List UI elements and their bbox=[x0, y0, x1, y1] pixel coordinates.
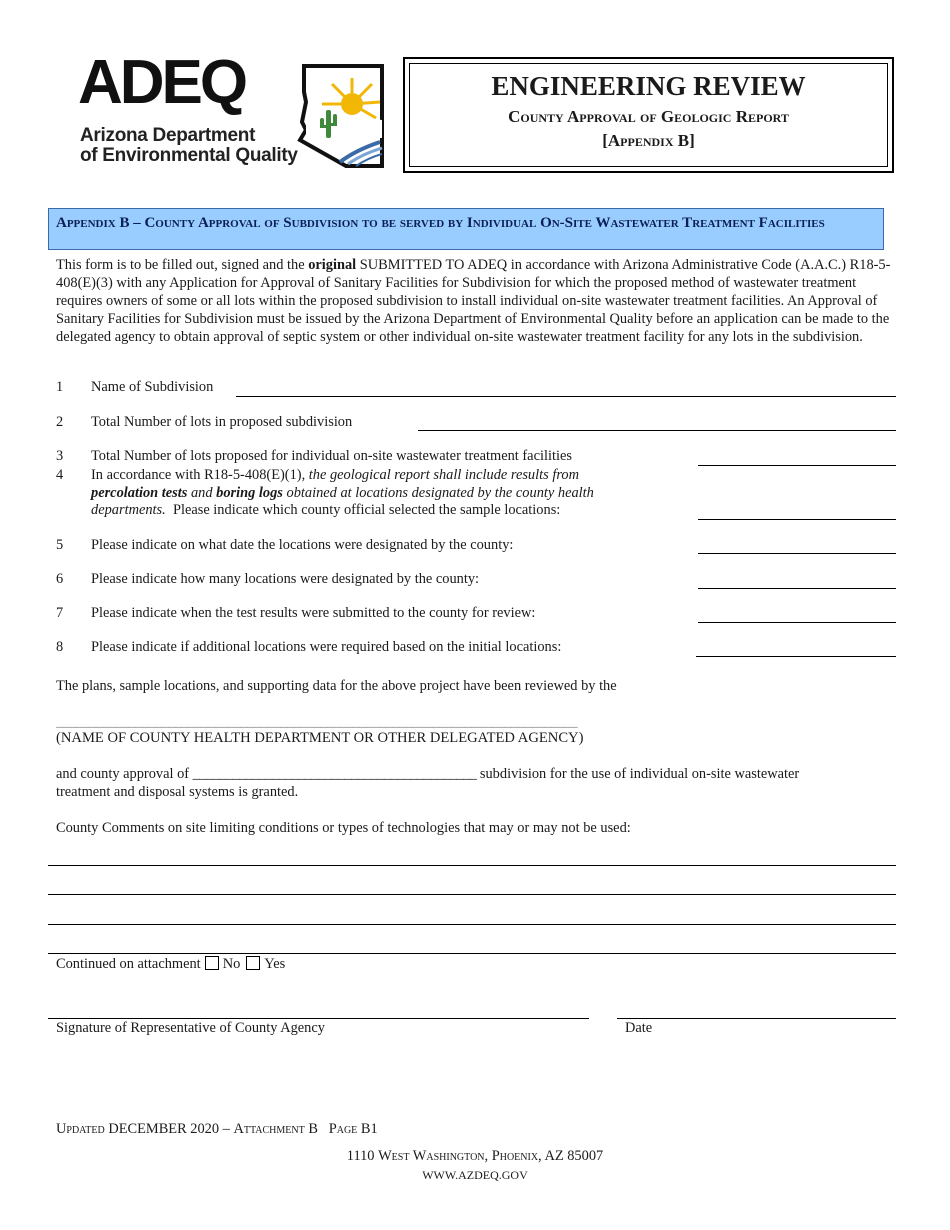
attachment-yes-label: Yes bbox=[264, 956, 286, 972]
attachment-yes-checkbox[interactable] bbox=[246, 956, 260, 970]
agency-name-field[interactable]: _______________________________________________________________________________ bbox=[56, 714, 578, 730]
attachment-no-checkbox[interactable] bbox=[205, 956, 219, 970]
approval-statement: and county approval of ___________________________________________ subdivision for the use of individual on-site wastewater treatment and disposal systems is granted. bbox=[56, 766, 800, 800]
form-title: ENGINEERING REVIEW bbox=[491, 71, 806, 101]
arizona-state-icon bbox=[296, 62, 386, 168]
additional-locations-field[interactable] bbox=[696, 656, 896, 657]
agency-name-label: (NAME OF COUNTY HEALTH DEPARTMENT OR OTHER DELEGATED AGENCY) bbox=[56, 730, 584, 746]
item-4-label: In accordance with R18-5-408(E)(1), the geological report shall include results from percolation tests and boring logs obtained at locations designated by the county health departments. Please indicate which county official selected the sample locations: bbox=[91, 467, 594, 518]
intro-paragraph bbox=[56, 256, 896, 346]
locations-count-field[interactable] bbox=[698, 588, 896, 589]
attachment-no-label: No bbox=[222, 956, 241, 972]
form-subtitle: County Approval of Geologic Report bbox=[508, 107, 789, 126]
comments-line-2[interactable] bbox=[48, 894, 896, 895]
comments-line-1[interactable] bbox=[48, 865, 896, 866]
attachment-row bbox=[56, 955, 285, 973]
item-5-label: Please indicate on what date the locations were designated by the county: bbox=[91, 537, 514, 553]
item-1-number: 1 bbox=[56, 379, 64, 395]
date-field[interactable] bbox=[617, 1018, 896, 1019]
logo-wordmark: ADEQ bbox=[78, 48, 246, 117]
adeq-logo bbox=[78, 48, 388, 170]
footer-updated: Updated DECEMBER 2020 – Attachment B Page B1 bbox=[56, 1121, 378, 1137]
total-lots-field[interactable] bbox=[418, 430, 896, 431]
date-label: Date bbox=[625, 1020, 653, 1036]
item-7-label: Please indicate when the test results were submitted to the county for review: bbox=[91, 605, 536, 621]
signature-label: Signature of Representative of County Agency bbox=[56, 1020, 325, 1036]
item-2-number: 2 bbox=[56, 414, 64, 430]
comments-label: County Comments on site limiting conditions or types of technologies that may or may not be used: bbox=[56, 820, 631, 836]
item-6-label: Please indicate how many locations were designated by the county: bbox=[91, 571, 480, 587]
subdivision-name-field[interactable] bbox=[236, 396, 896, 397]
intro-text-2: SUBMITTED TO ADEQ in accordance with Arizona Administrative Code (A.A.C.) R18-5-408(E)(3) with any Application for Approval of Sanitary Facilities for Subdivision for which the proposed method of wastewater treatment requires owners of some or all lots within the proposed subdivision to install individual on-site wastewater treatment facilities. An Approval of Sanitary Facilities for Subdivision must be issued by the Arizona Department of Environmental Quality before an application can be made to the delegated agency to obtain approval of septic system or other individual on-site wastewater treatment facility for any lots in the subdivision. bbox=[56, 257, 891, 345]
footer-website[interactable]: WWW.AZDEQ.GOV bbox=[422, 1168, 528, 1182]
footer-address: 1110 West Washington, Phoenix, AZ 85007 bbox=[346, 1148, 604, 1164]
form-appendix: [Appendix B] bbox=[602, 131, 695, 150]
comments-line-4[interactable] bbox=[48, 953, 896, 954]
item-2-label: Total Number of lots in proposed subdivision bbox=[91, 414, 353, 430]
item-7-number: 7 bbox=[56, 605, 64, 621]
review-statement: The plans, sample locations, and supporting data for the above project have been reviewed by the bbox=[56, 678, 617, 694]
section-heading: Appendix B – County Approval of Subdivision to be served by Individual On-Site Wastewater Treatment Facilities bbox=[48, 208, 884, 250]
logo-line-1: Arizona Department bbox=[80, 125, 256, 146]
onsite-lots-field[interactable] bbox=[698, 465, 896, 466]
intro-text-1: This form is to be filled out, signed and the bbox=[56, 257, 309, 273]
county-official-field[interactable] bbox=[698, 519, 896, 520]
item-3-number: 3 bbox=[56, 448, 64, 464]
item-5-number: 5 bbox=[56, 537, 64, 553]
designation-date-field[interactable] bbox=[698, 553, 896, 554]
comments-line-3[interactable] bbox=[48, 924, 896, 925]
results-submitted-field[interactable] bbox=[698, 622, 896, 623]
attachment-label: Continued on attachment bbox=[56, 956, 201, 972]
item-6-number: 6 bbox=[56, 571, 64, 587]
item-3-label: Total Number of lots proposed for individual on-site wastewater treatment facilities bbox=[91, 448, 572, 464]
logo-line-2: of Environmental Quality bbox=[80, 145, 298, 166]
title-box bbox=[403, 57, 894, 173]
item-1-label: Name of Subdivision bbox=[91, 379, 214, 395]
item-8-label: Please indicate if additional locations were required based on the initial locations: bbox=[91, 639, 562, 655]
intro-bold: original bbox=[308, 257, 357, 273]
approval-subdivision-field[interactable]: ___________________________________________ bbox=[192, 766, 477, 782]
item-8-number: 8 bbox=[56, 639, 64, 655]
item-4-number: 4 bbox=[56, 467, 64, 483]
